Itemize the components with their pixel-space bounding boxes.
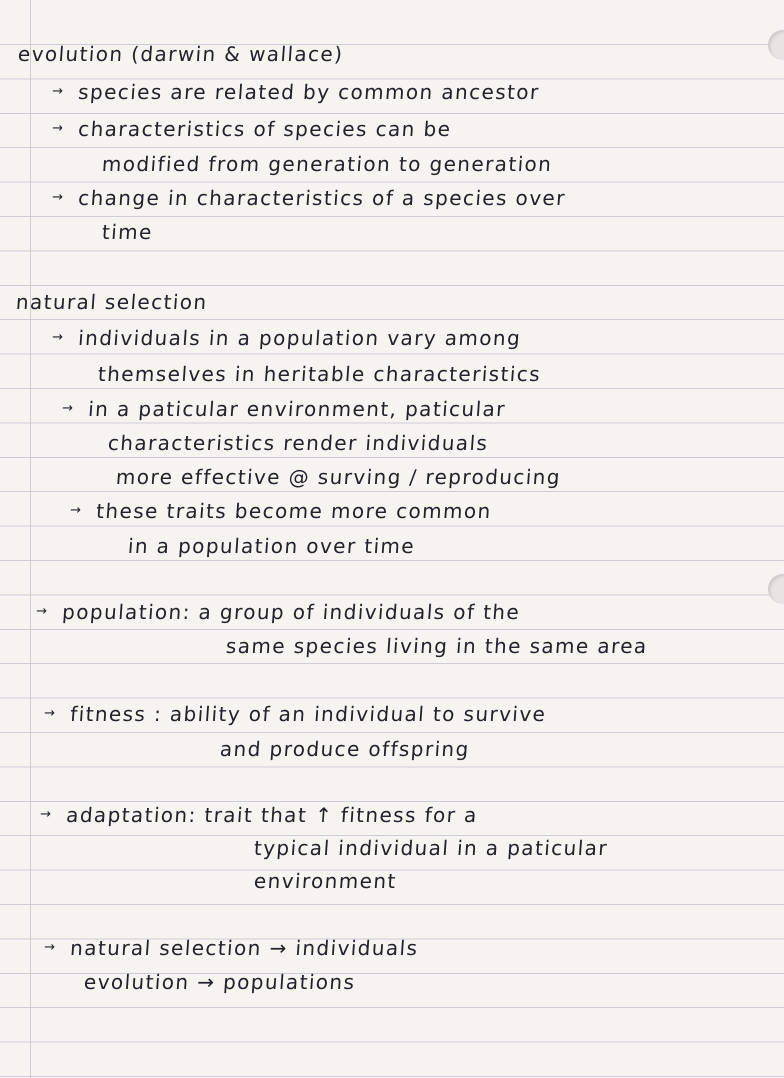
- note-line: [61, 397, 507, 421]
- note-text: same species living in the same area: [225, 634, 649, 658]
- arrow-icon: →: [61, 401, 75, 416]
- note-text: typical individual in a paticular: [253, 836, 609, 860]
- note-line: [51, 80, 540, 104]
- evolution-heading: evolution (darwin & wallace): [17, 42, 345, 66]
- note-text: in a population over time: [127, 534, 416, 558]
- note-text: adaptation: trait that ↑ fitness for a: [65, 803, 479, 827]
- note-text: natural selection → individuals: [69, 936, 420, 960]
- population-definition: [35, 600, 521, 624]
- note-text: time: [101, 220, 154, 244]
- arrow-icon: →: [51, 330, 65, 345]
- arrow-icon: →: [43, 706, 57, 721]
- note-text: environment: [253, 869, 398, 893]
- note-line: [69, 499, 492, 523]
- binder-hole: [768, 30, 784, 60]
- fitness-definition: [43, 702, 547, 726]
- note-line: [51, 186, 567, 210]
- note-text: fitness : ability of an individual to survive: [69, 702, 548, 726]
- note-text: themselves in heritable characteristics: [97, 362, 542, 386]
- arrow-icon: →: [35, 604, 49, 619]
- note-text: modified from generation to generation: [101, 152, 554, 176]
- note-text: characteristics render individuals: [107, 431, 490, 455]
- arrow-icon: →: [51, 121, 65, 136]
- note-text: characteristics of species can be: [77, 117, 453, 141]
- arrow-icon: →: [51, 190, 65, 205]
- note-text: population: a group of individuals of the: [61, 600, 522, 624]
- note-text: evolution → populations: [83, 970, 357, 994]
- summary-line: [43, 936, 419, 960]
- margin-line: [30, 0, 31, 1078]
- note-line: [51, 326, 522, 350]
- note-text: these traits become more common: [95, 499, 493, 523]
- note-text: in a paticular environment, paticular: [87, 397, 507, 421]
- note-text: change in characteristics of a species over: [77, 186, 567, 210]
- natural-selection-heading: natural selection: [15, 290, 209, 314]
- arrow-icon: →: [39, 807, 53, 822]
- arrow-icon: →: [69, 503, 83, 518]
- note-text: and produce offspring: [219, 737, 471, 761]
- binder-hole: [768, 574, 784, 604]
- note-line: [51, 117, 452, 141]
- note-text: individuals in a population vary among: [77, 326, 523, 350]
- arrow-icon: →: [51, 84, 65, 99]
- note-text: species are related by common ancestor: [77, 80, 541, 104]
- adaptation-definition: [39, 803, 478, 827]
- arrow-icon: →: [43, 940, 57, 955]
- note-text: more effective @ surving / reproducing: [115, 465, 562, 489]
